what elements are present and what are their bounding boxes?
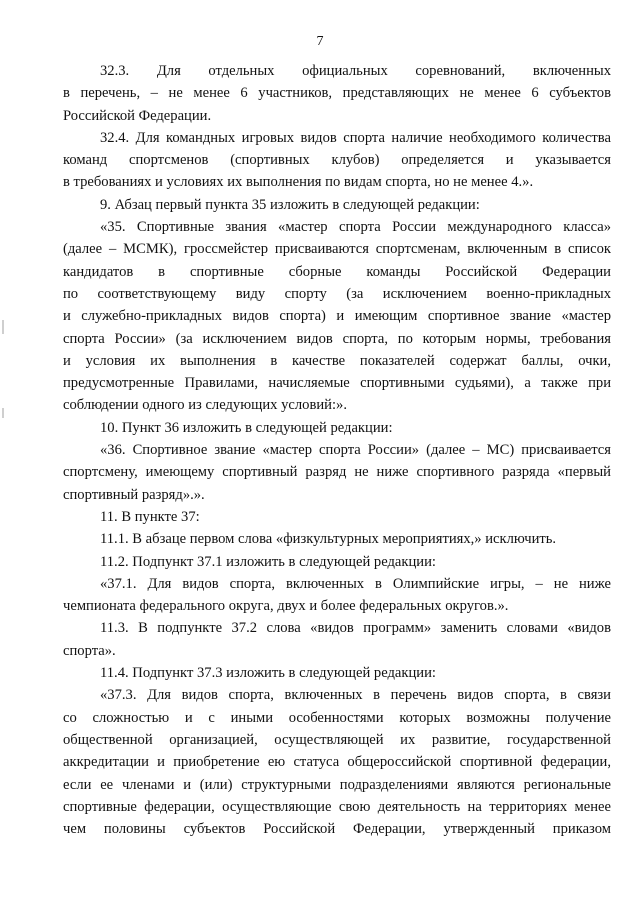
scan-artifact [2,408,4,418]
paragraph-32-3 [63,60,611,127]
text-line: Российской Федерации. [63,107,212,124]
text-line: чем половины субъектов Российской Федерации, утвержденный приказом [63,821,611,838]
paragraph-11-1 [63,528,611,550]
text-line: в перечень, – не менее 6 участников, представляющих не менее 6 субъектов [63,85,611,102]
paragraph-item-11 [63,506,611,528]
document-body [63,60,611,840]
text-line: спорта России» (за исключением видов спорта, по которым нормы, требования [63,330,611,347]
text-line: предусмотренные Правилами, начисляемые спортивными судьями), а также при [63,375,611,392]
paragraph-32-4 [63,127,611,194]
text-line: со сложностью и с иными особенностями которых возможны получение [63,709,611,726]
text-line: спортивные федерации, осуществляющие свою деятельность на территориях менее [63,798,611,815]
text-line: 32.4. Для командных игровых видов спорта наличие необходимого количества [100,129,611,146]
paragraph-item-9 [63,194,611,216]
page-number: 7 [316,34,324,49]
text-line: общественной организацией, осуществляющей их развитие, государственной [63,731,611,748]
text-line: команд спортсменов (спортивных клубов) определяется и указывается [63,152,611,169]
text-line: спортивный разряд».». [63,486,205,503]
text-line: (далее – МСМК), гроссмейстер присваиваются спортсменам, включенным в список [63,241,611,258]
text-line: 10. Пункт 36 изложить в следующей редакции: [100,419,393,436]
paragraph-36 [63,439,611,506]
paragraph-11-4 [63,662,611,684]
text-line: 11.1. В абзаце первом слова «физкультурных мероприятиях,» исключить. [100,531,557,548]
text-line: аккредитации и приобретение ею статуса общероссийской спортивной федерации, [63,754,611,771]
text-line: и служебно-прикладных видов спорта) и имеющим спортивное звание «мастер [63,308,611,325]
text-line: 11.3. В подпункте 37.2 слова «видов программ» заменить словами «видов [100,620,611,637]
paragraph-37-3 [63,684,611,840]
text-line: 32.3. Для отдельных официальных соревнований, включенных [100,63,611,79]
text-line: «37.3. Для видов спорта, включенных в перечень видов спорта, в связи [100,687,611,704]
text-line: спортсмену, имеющему спортивный разряд не ниже спортивного разряда «первый [63,464,611,481]
text-line: в требованиях и условиях их выполнения по видам спорта, но не менее 4.». [63,174,534,191]
text-line: кандидатов в спортивные сборные команды Российской Федерации [63,263,611,280]
text-line: 9. Абзац первый пункта 35 изложить в следующей редакции: [100,196,480,213]
paragraph-item-10 [63,417,611,439]
scan-artifact [2,320,4,334]
text-line: «35. Спортивные звания «мастер спорта России международного класса» [100,219,611,236]
text-line: по соответствующему виду спорту (за исключением военно-прикладных [63,285,611,302]
text-line: если ее членами и (или) структурными подразделениями являются региональные [63,776,611,793]
text-line: 11. В пункте 37: [100,508,200,525]
text-line: и условия их выполнения в качестве показателей содержат баллы, очки, [63,352,611,369]
text-line: чемпионата федерального округа, двух и более федеральных округов.». [63,598,509,615]
text-line: 11.2. Подпункт 37.1 изложить в следующей редакции: [100,553,436,570]
text-line: «37.1. Для видов спорта, включенных в Олимпийские игры, – не ниже [100,575,611,592]
paragraph-11-2 [63,551,611,573]
text-line: соблюдении одного из следующих условий:». [63,397,347,414]
text-line: спорта». [63,642,116,659]
text-line: 11.4. Подпункт 37.3 изложить в следующей редакции: [100,665,436,682]
paragraph-37-1 [63,573,611,618]
text-line: «36. Спортивное звание «мастер спорта России» (далее – МС) присваивается [100,442,611,459]
paragraph-11-3 [63,617,611,662]
paragraph-35 [63,216,611,417]
